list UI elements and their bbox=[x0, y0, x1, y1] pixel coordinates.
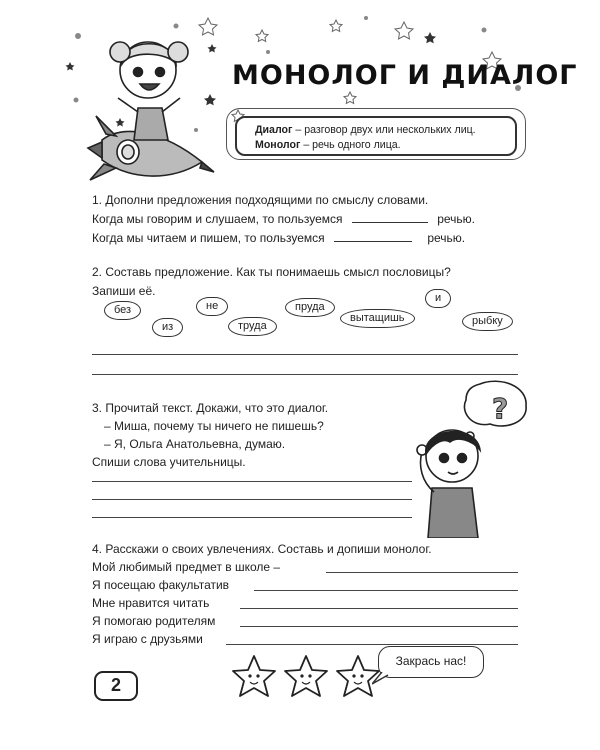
word-cloud: рыбку bbox=[462, 312, 513, 331]
answer-line[interactable] bbox=[92, 481, 412, 482]
word-cloud: пруда bbox=[285, 298, 335, 317]
answer-line[interactable] bbox=[240, 608, 518, 609]
word-cloud: вытащишь bbox=[340, 309, 415, 328]
word-cloud: из bbox=[152, 318, 183, 337]
colorable-stars[interactable] bbox=[226, 652, 386, 704]
word-cloud: без bbox=[104, 301, 141, 320]
answer-line[interactable] bbox=[240, 626, 518, 627]
speech-bubble-tail bbox=[372, 672, 390, 686]
task4-prompt: Я играю с друзьями bbox=[92, 632, 203, 646]
page-number: 2 bbox=[94, 671, 138, 701]
definition-monolog: Монолог – речь одного лица. bbox=[255, 139, 401, 151]
task3-instruction: 3. Прочитай текст. Докажи, что это диалог. bbox=[92, 401, 329, 415]
thinking-boy-illustration bbox=[404, 378, 534, 538]
answer-line[interactable] bbox=[92, 517, 412, 518]
task3-instruction-2: Спиши слова учительницы. bbox=[92, 455, 246, 469]
word-cloud: труда bbox=[228, 317, 277, 336]
answer-line[interactable] bbox=[92, 374, 518, 375]
speech-bubble: Закрась нас! bbox=[378, 646, 484, 678]
task2-instruction: 2. Составь предложение. Как ты понимаешь смысл пословицы? bbox=[92, 265, 451, 279]
answer-line[interactable] bbox=[92, 354, 518, 355]
task4-prompt: Мне нравится читать bbox=[92, 596, 210, 610]
task1-instruction: 1. Дополни предложения подходящими по смыслу словами. bbox=[92, 193, 429, 207]
answer-line[interactable] bbox=[226, 644, 518, 645]
answer-line[interactable] bbox=[326, 572, 518, 573]
task3-dialog-line-1: – Миша, почему ты ничего не пишешь? bbox=[104, 419, 324, 433]
task2-instruction-2: Запиши её. bbox=[92, 284, 156, 298]
word-cloud: не bbox=[196, 297, 228, 316]
definition-box bbox=[235, 116, 517, 156]
word-cloud: и bbox=[425, 289, 451, 308]
answer-line[interactable] bbox=[92, 499, 412, 500]
task4-prompt: Мой любимый предмет в школе – bbox=[92, 560, 281, 574]
task1-sentence-1: Когда мы говорим и слушаем, то пользуемся речью. bbox=[92, 212, 475, 226]
girl-on-rocket-illustration bbox=[82, 12, 222, 192]
answer-line[interactable] bbox=[254, 590, 518, 591]
task1-blank-1[interactable] bbox=[352, 212, 428, 223]
svg-text:?: ? bbox=[492, 392, 509, 425]
task3-dialog-line-2: – Я, Ольга Анатольевна, думаю. bbox=[104, 437, 286, 451]
task4-prompt: Я помогаю родителям bbox=[92, 614, 216, 628]
task1-sentence-2: Когда мы читаем и пишем, то пользуемся речью. bbox=[92, 231, 466, 245]
page-title: МОНОЛОГ И ДИАЛОГ bbox=[232, 60, 578, 91]
task4-prompt: Я посещаю факультатив bbox=[92, 578, 230, 592]
definition-dialog: Диалог – разговор двух или нескольких лиц. bbox=[255, 124, 476, 136]
task1-blank-2[interactable] bbox=[334, 231, 412, 242]
task4-instruction: 4. Расскажи о своих увлечениях. Составь и допиши монолог. bbox=[92, 542, 432, 556]
